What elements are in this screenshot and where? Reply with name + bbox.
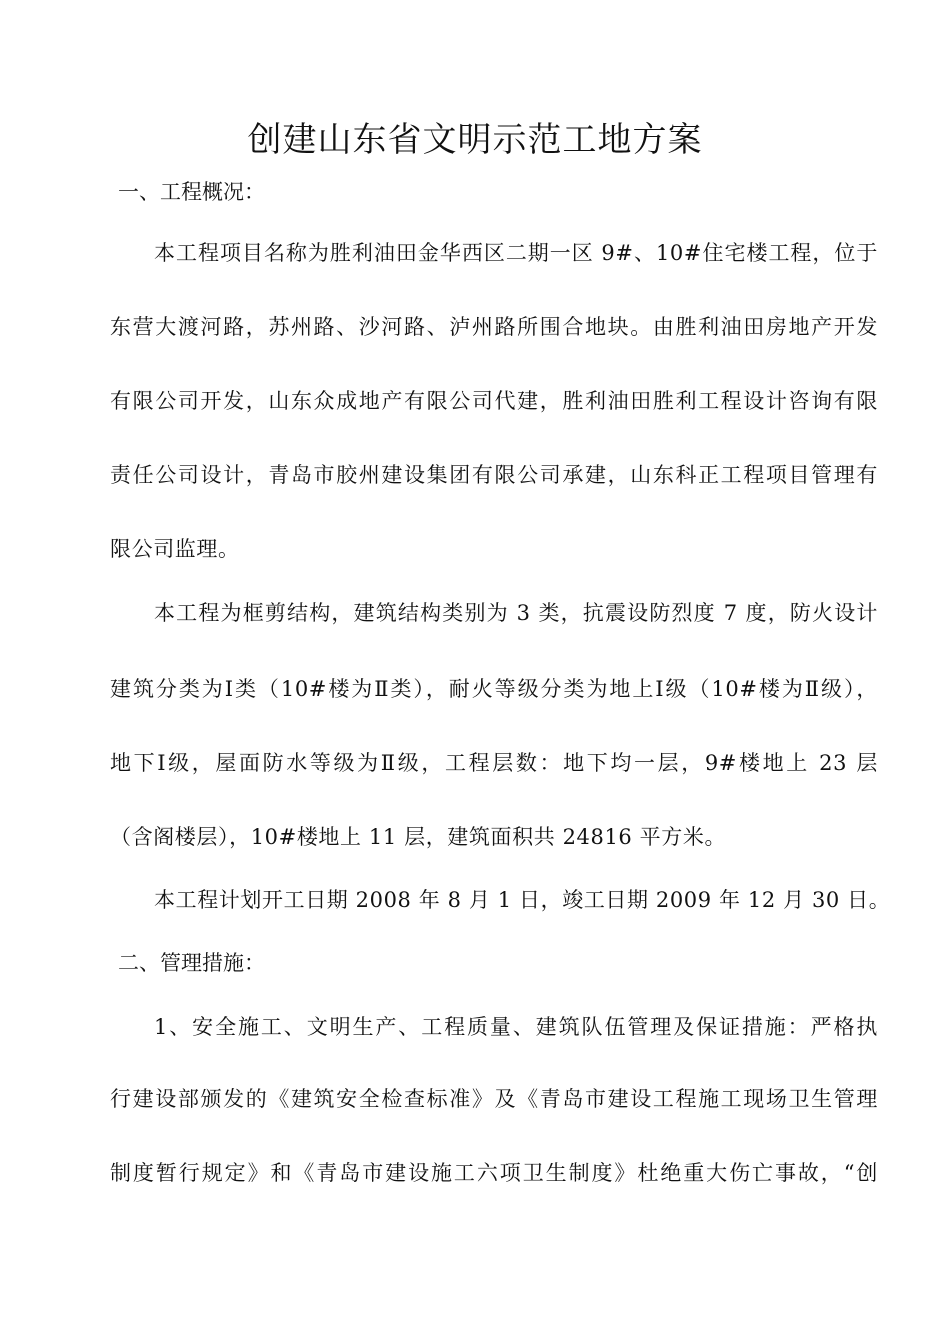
- paragraph-line: 建筑分类为Ⅰ类（10#楼为Ⅱ类），耐火等级分类为地上Ⅰ级（10#楼为Ⅱ级），: [110, 677, 878, 701]
- paragraph-line: 制度暂行规定》和《青岛市建设施工六项卫生制度》杜绝重大伤亡事故，“创: [110, 1161, 878, 1185]
- paragraph-line: 东营大渡河路，苏州路、沙河路、泸州路所围合地块。由胜利油田房地产开发: [110, 315, 878, 339]
- paragraph-line: 地下Ⅰ级，屋面防水等级为Ⅱ级，工程层数：地下均一层，9#楼地上 23 层: [110, 751, 878, 775]
- paragraph-line: 本工程计划开工日期 2008 年 8 月 1 日，竣工日期 2009 年 12 月 30 日。: [154, 888, 891, 912]
- paragraph-line: 本工程为框剪结构，建筑结构类别为 3 类，抗震设防烈度 7 度，防火设计: [154, 601, 878, 625]
- paragraph-line: 责任公司设计，青岛市胶州建设集团有限公司承建，山东科正工程项目管理有: [110, 463, 878, 487]
- paragraph-line: 本工程项目名称为胜利油田金华西区二期一区 9#、10#住宅楼工程，位于: [154, 241, 878, 265]
- document-title: 创建山东省文明示范工地方案: [247, 120, 703, 160]
- section-heading-management: 二、管理措施：: [118, 951, 265, 975]
- paragraph-line: 限公司监理。: [110, 537, 240, 561]
- paragraph-line: （含阁楼层），10#楼地上 11 层，建筑面积共 24816 平方米。: [110, 825, 727, 849]
- paragraph-line: 1、安全施工、文明生产、工程质量、建筑队伍管理及保证措施：严格执: [154, 1015, 878, 1039]
- paragraph-line: 有限公司开发，山东众成地产有限公司代建，胜利油田胜利工程设计咨询有限: [110, 389, 878, 413]
- section-heading-overview: 一、工程概况：: [118, 180, 265, 204]
- paragraph-line: 行建设部颁发的《建筑安全检查标准》及《青岛市建设工程施工现场卫生管理: [110, 1087, 878, 1111]
